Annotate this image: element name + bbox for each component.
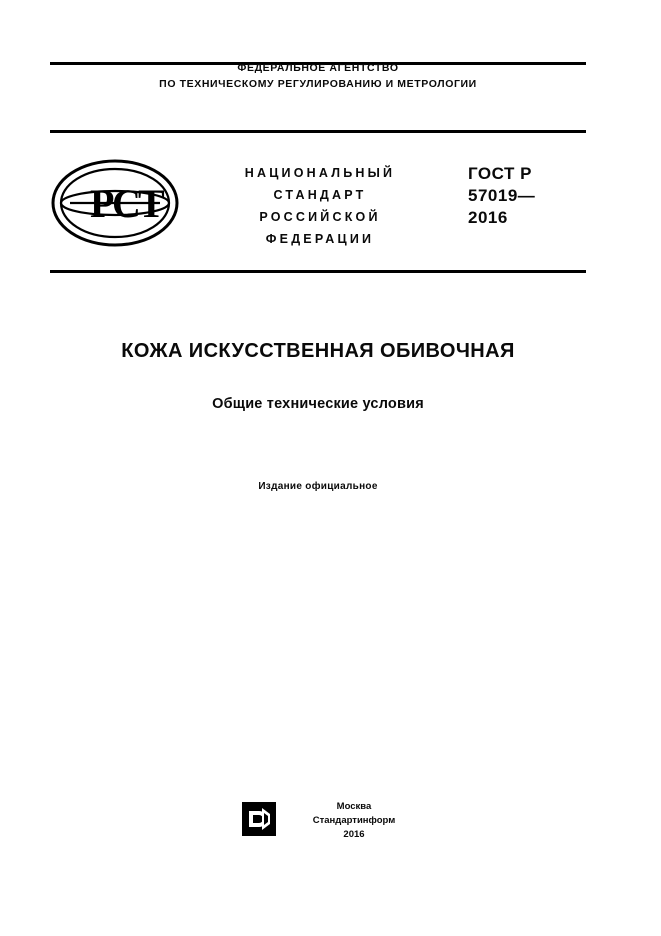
publisher-name: Стандартинформ [312,814,396,826]
svg-text:Р: Р [90,181,115,226]
standard-code-line-2: 57019— [468,185,536,205]
agency-line-2: ПО ТЕХНИЧЕСКОМУ РЕГУЛИРОВАНИЮ И МЕТРОЛОГИИ [159,78,477,91]
standard-code-block [468,163,648,228]
page-subtitle: Общие технические условия [212,396,424,412]
publisher-city: Москва [336,801,372,812]
standard-name-block [215,163,425,251]
publisher-year: 2016 [343,828,365,840]
standartinform-logo [242,802,276,836]
svg-text:С: С [112,181,141,226]
standard-name-line-3: РОССИЙСКОЙ [259,209,381,224]
agency-line-1: ФЕДЕРАЛЬНОЕ АГЕНТСТВО [237,62,399,74]
standard-code-line-3: 2016 [468,207,508,227]
agency-heading [50,60,586,93]
page-title: КОЖА ИСКУССТВЕННАЯ ОБИВОЧНАЯ [121,340,515,362]
header-rule-bottom [50,270,586,273]
standard-code-line-1: ГОСТ Р [468,164,532,183]
publisher-text [286,800,422,841]
standard-name-line-4: ФЕДЕРАЦИИ [265,231,375,246]
publisher-block [242,800,422,846]
standard-name-line-2: СТАНДАРТ [273,187,367,202]
header-rule-middle [50,130,586,133]
gost-r-emblem [50,158,180,248]
svg-text:Т: Т [138,181,165,226]
edition-note: Издание официальное [258,481,378,492]
standard-name-line-1: НАЦИОНАЛЬНЫЙ [244,166,396,180]
